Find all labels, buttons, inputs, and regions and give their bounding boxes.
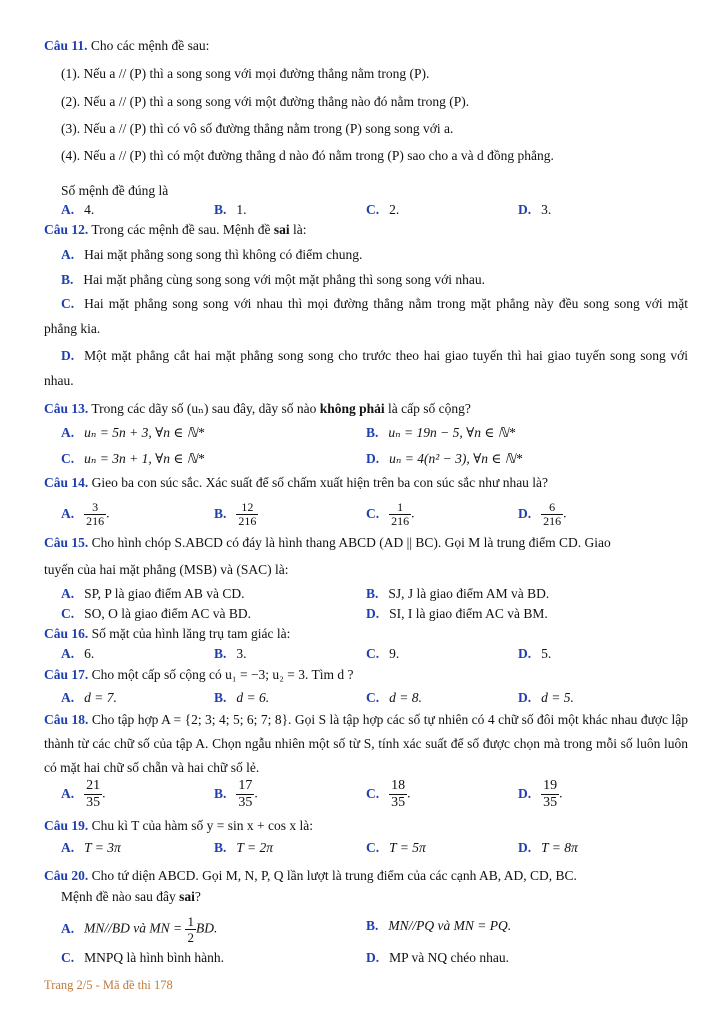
option-d[interactable]: D. uₙ = 4(n² − 3), ∀n ∈ ℕ* xyxy=(366,451,523,466)
question-text: Gieo ba con súc sắc. Xác suất để số chấm xuất hiện trên ba con súc sắc như nhau là? xyxy=(91,475,549,490)
fraction: $\frac{3}{216}$ xyxy=(86,500,105,528)
question-19 xyxy=(44,817,688,835)
question-13 xyxy=(44,400,688,418)
option-d[interactable]: D. 5. xyxy=(518,646,552,661)
fraction: $\frac{12}{216}$ xyxy=(238,500,257,528)
option-b[interactable]: B. SJ, J là giao điểm AM và BD. xyxy=(366,586,550,601)
option-d[interactable]: D. T = 8π xyxy=(518,840,578,855)
option-b[interactable]: B. T = 2π xyxy=(214,840,274,855)
option-a[interactable]: A. MN//BD và MN = $\frac{1}{2}$ BD. xyxy=(61,914,218,945)
option-c[interactable]: C. $\frac{18}{35}$ . xyxy=(366,778,411,810)
question-text: Cho tứ diện ABCD. Gọi M, N, P, Q lần lượt là trung điểm của các cạnh AB, AD, CD, BC. xyxy=(91,868,577,883)
fraction: $\frac{1}{216}$ xyxy=(391,500,410,528)
question-number: Câu 11. xyxy=(44,38,88,53)
question-number: Câu 14. xyxy=(44,475,89,490)
answer-row xyxy=(0,646,688,668)
option-b[interactable]: B. $\frac{17}{35}$ . xyxy=(214,778,258,810)
question-text: Cho hình chóp S.ABCD có đáy là hình thang ABCD (AD || BC). Gọi M là trung điểm CD. Giao xyxy=(91,535,611,550)
option-d[interactable]: D. $\frac{19}{35}$ . xyxy=(518,778,563,810)
statement-4: (4). Nếu a // (P) thì có một đường thẳng d nào đó nằm trong (P) sao cho a và d đồng phẳng. xyxy=(61,148,554,163)
option-a[interactable]: A. Hai mặt phẳng song song thì không có điểm chung. xyxy=(61,247,363,262)
question-text: Trong các mệnh đề sau. Mệnh đề xyxy=(91,222,271,237)
option-a[interactable]: A. T = 3π xyxy=(61,840,121,855)
option-c[interactable]: C. d = 8. xyxy=(366,690,422,705)
question-text: Cho một cấp số cộng có u₁ = −3; u₂ = 3. Tìm d ? xyxy=(91,667,354,682)
option-a[interactable]: A. $\frac{21}{35}$ . xyxy=(61,778,106,810)
question-17 xyxy=(44,666,688,684)
answer-row xyxy=(0,950,688,972)
option-c[interactable]: C. Hai mặt phẳng song song với nhau thì mọi đường thẳng nằm trong mặt phẳng này đều song song với mặt phẳng kia. xyxy=(44,296,688,336)
option-a[interactable]: A. $\frac{3}{216}$ . xyxy=(61,500,110,528)
option-b[interactable]: B. uₙ = 19n − 5, ∀n ∈ ℕ* xyxy=(366,425,516,440)
question-text-end: là: xyxy=(293,222,307,237)
question-number: Câu 18. xyxy=(44,712,89,727)
fraction: $\frac{21}{35}$ xyxy=(86,778,101,810)
question-18 xyxy=(44,708,688,780)
option-d[interactable]: D. Một mặt phẳng cắt hai mặt phẳng song song cho trước theo hai giao tuyến thì hai giao tuyến song song với nhau. xyxy=(44,348,688,388)
option-c[interactable]: C. 9. xyxy=(366,646,400,661)
question-number: Câu 17. xyxy=(44,667,89,682)
option-d[interactable]: D. $\frac{6}{216}$ . xyxy=(518,500,567,528)
question-number: Câu 12. xyxy=(44,222,89,237)
answer-row xyxy=(0,776,688,810)
answer-row xyxy=(0,910,688,944)
question-text: tuyến của hai mặt phẳng (MSB) và (SAC) là: xyxy=(44,562,289,577)
question-prompt: Số mệnh đề đúng là xyxy=(61,183,169,198)
question-text: Trong các dãy số (uₙ) sau đây, dãy số nào xyxy=(91,401,317,416)
option-b[interactable]: B. 3. xyxy=(214,646,247,661)
option-c[interactable]: C. uₙ = 3n + 1, ∀n ∈ ℕ* xyxy=(61,451,205,466)
answer-row xyxy=(0,586,688,608)
option-c[interactable]: C. MNPQ là hình bình hành. xyxy=(61,950,224,965)
option-c[interactable]: C. T = 5π xyxy=(366,840,426,855)
option-d[interactable]: D. d = 5. xyxy=(518,690,574,705)
option-d[interactable]: D. MP và NQ chéo nhau. xyxy=(366,950,509,965)
option-b[interactable]: B. 1. xyxy=(214,202,247,217)
question-12 xyxy=(44,221,688,239)
option-d[interactable]: D. SI, I là giao điểm AC và BM. xyxy=(366,606,548,621)
question-emphasis: sai xyxy=(273,222,290,237)
fraction: $\frac{1}{2}$ xyxy=(187,914,194,945)
answer-row xyxy=(0,451,688,473)
answer-row xyxy=(0,425,688,447)
question-15 xyxy=(44,534,688,552)
option-b[interactable]: B. MN//PQ và MN = PQ. xyxy=(366,918,512,933)
fraction: $\frac{18}{35}$ xyxy=(391,778,406,810)
question-number: Câu 15. xyxy=(44,535,89,550)
question-number: Câu 19. xyxy=(44,818,89,833)
answer-row xyxy=(0,495,688,529)
question-16 xyxy=(44,625,688,643)
question-11 xyxy=(44,37,688,55)
fraction: $\frac{19}{35}$ xyxy=(543,778,558,810)
question-emphasis: không phải xyxy=(319,401,385,416)
option-a[interactable]: A. 6. xyxy=(61,646,95,661)
option-b[interactable]: B. Hai mặt phẳng cùng song song với một mặt phẳng thì song song với nhau. xyxy=(61,272,486,287)
question-15-continued xyxy=(44,561,688,579)
fraction: $\frac{6}{216}$ xyxy=(543,500,562,528)
option-a[interactable]: A. uₙ = 5n + 3, ∀n ∈ ℕ* xyxy=(61,425,205,440)
statement-2: (2). Nếu a // (P) thì a song song với một đường thẳng nào đó nằm trong (P). xyxy=(61,94,470,109)
option-b[interactable]: B. $\frac{12}{216}$ xyxy=(214,500,257,528)
fraction: $\frac{17}{35}$ xyxy=(238,778,253,810)
answer-row xyxy=(0,840,688,862)
question-text: Chu kì T của hàm số y = sin x + cos x là: xyxy=(91,818,313,833)
option-a[interactable]: A. SP, P là giao điểm AB và CD. xyxy=(61,586,245,601)
question-number: Câu 13. xyxy=(44,401,89,416)
option-a[interactable]: A. d = 7. xyxy=(61,690,117,705)
option-a[interactable]: A. 4. xyxy=(61,202,95,217)
question-text: Cho tập hợp A = {2; 3; 4; 5; 6; 7; 8}. Gọi S là tập hợp các số tự nhiên có 4 chữ số đôi một khác nhau được lập thành từ các chữ số của tập A. Chọn ngẫu nhiên một số từ S, tính xác suất để số được chọn mà trong mỗi số luôn luôn có mặt hai chữ số chẵn và hai chữ số lẻ. xyxy=(44,712,689,775)
statement-3: (3). Nếu a // (P) thì có vô số đường thẳng nằm trong (P) song song với a. xyxy=(61,121,454,136)
option-c[interactable]: C. SO, O là giao điểm AC và BD. xyxy=(61,606,251,621)
option-b[interactable]: B. d = 6. xyxy=(214,690,270,705)
question-20-prompt: Mệnh đề nào sau đây sai? xyxy=(61,889,201,904)
question-text: Cho các mệnh đề sau: xyxy=(90,38,210,53)
option-c[interactable]: C. $\frac{1}{216}$ . xyxy=(366,500,415,528)
question-14 xyxy=(44,474,688,492)
page-footer: Trang 2/5 - Mã đề thi 178 xyxy=(44,978,173,992)
question-number: Câu 20. xyxy=(44,868,89,883)
question-text: Số mặt của hình lăng trụ tam giác là: xyxy=(91,626,291,641)
question-20 xyxy=(44,867,688,885)
option-d[interactable]: D. 3. xyxy=(518,202,552,217)
statement-1: (1). Nếu a // (P) thì a song song với mọi đường thẳng nằm trong (P). xyxy=(61,66,430,81)
option-c[interactable]: C. 2. xyxy=(366,202,400,217)
question-text-end: là cấp số cộng? xyxy=(388,401,471,416)
question-number: Câu 16. xyxy=(44,626,89,641)
